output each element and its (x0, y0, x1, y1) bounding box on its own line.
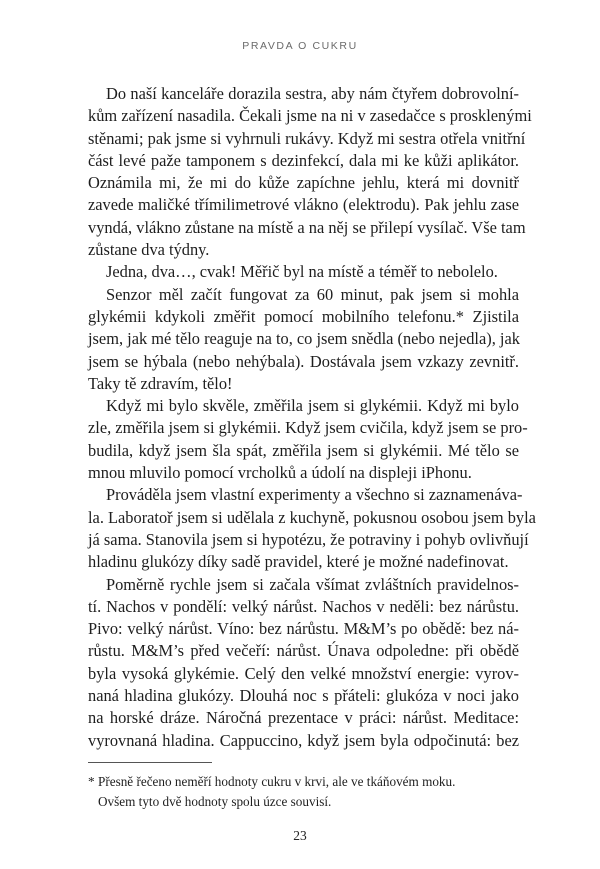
text-line: zle, změřila jsem si glykémii. Když jsem cvičila, když jsem se pro- (88, 418, 528, 438)
text-line: naná hladina glukózy. Dlouhá noc s přáteli: glukóza v noci jako (88, 686, 519, 706)
text-line: já sama. Stanovila jsem si hypotézu, že potraviny i pohyb ovlivňují (88, 529, 529, 549)
text-line: budila, když jsem šla spát, změřila jsem si glykémii. Mé tělo se (88, 440, 519, 460)
text-line: mnou mluvilo pomocí vrcholků a údolí na displeji iPhonu. (88, 463, 472, 483)
running-head: PRAVDA O CUKRU (242, 40, 358, 52)
text-line: zavede maličké třímilimetrové vlákno (elektrodu). Pak jehlu zase (88, 195, 519, 215)
footnote-line (88, 772, 519, 792)
text-line: stěnami; pak jsme si vyhrnuli rukávy. Když mi sestra otřela vnitřní (88, 128, 526, 148)
footnote-line: Ovšem tyto dvě hodnoty spolu úzce souvisí. (98, 794, 332, 809)
text-line: růstu. M&M’s před večeří: nárůst. Únava odpoledne: při obědě (88, 641, 519, 661)
text-line: na horské dráze. Náročná prezentace v práci: nárůst. Meditace: (88, 708, 519, 728)
text-line: Poměrně rychle jsem si začala všímat zvláštních pravidelnos- (106, 574, 519, 594)
text-line: Oznámila mi, že mi do kůže zapíchne jehlu, která mi dovnitř (88, 173, 519, 193)
text-line: Jedna, dva…, cvak! Měřič byl na místě a téměř to nebolelo. (106, 262, 498, 282)
text-line: Senzor měl začít fungovat za 60 minut, pak jsem si mohla (106, 284, 519, 304)
text-line: byla vysoká glykémie. Celý den velké množství energie: vyrov- (88, 663, 519, 683)
page-number: 23 (293, 828, 307, 843)
text-line: část levé paže tamponem s dezinfekcí, dala mi ke kůži aplikátor. (88, 150, 519, 170)
text-line: Prováděla jsem vlastní experimenty a všechno si zaznamenáva- (106, 485, 523, 505)
text-line: la. Laboratoř jsem si udělala z kuchyně, pokusnou osobou jsem byla (88, 507, 536, 527)
footnote (88, 772, 519, 812)
body-text (88, 83, 536, 752)
text-line: vyndá, vlákno zůstane na místě a na něj se přilepí vysílač. Vše tam (88, 217, 526, 237)
text-line: Taky tě zdravím, tělo! (88, 373, 233, 393)
footnote-divider (88, 762, 212, 763)
text-line: vyrovnaná hladina. Cappuccino, když jsem byla odpočinutá: bez (88, 730, 519, 750)
text-line: glykémii kdykoli změřit pomocí mobilního telefonu.* Zjistila (88, 306, 519, 326)
text-line: hladinu glukózy díky sadě pravidel, které je možné nadefinovat. (88, 552, 509, 572)
footnote-text: Přesně řečeno neměří hodnoty cukru v krvi, ale ve tkáňovém moku. (98, 774, 456, 789)
text-line: Když mi bylo skvěle, změřila jsem si glykémii. Když mi bylo (106, 396, 519, 416)
text-line: Pivo: velký nárůst. Víno: bez nárůstu. M&M’s po obědě: bez ná- (88, 619, 519, 639)
text-line: jsem se hýbala (nebo nehýbala). Dostávala jsem vzkazy zevnitř. (88, 351, 519, 371)
text-line: kům zařízení nasadila. Čekali jsme na ni v zasedačce s prosklenými (88, 106, 532, 126)
text-line: jsem, jak mé tělo reaguje na to, co jsem snědla (nebo nejedla), jak (88, 329, 520, 349)
text-line: Do naší kanceláře dorazila sestra, aby nám čtyřem dobrovolní- (106, 84, 519, 103)
text-line: tí. Nachos v pondělí: velký nárůst. Nachos v neděli: bez nárůstu. (88, 596, 519, 616)
footnote-mark: * (88, 774, 95, 789)
text-line: zůstane dva týdny. (88, 240, 210, 260)
